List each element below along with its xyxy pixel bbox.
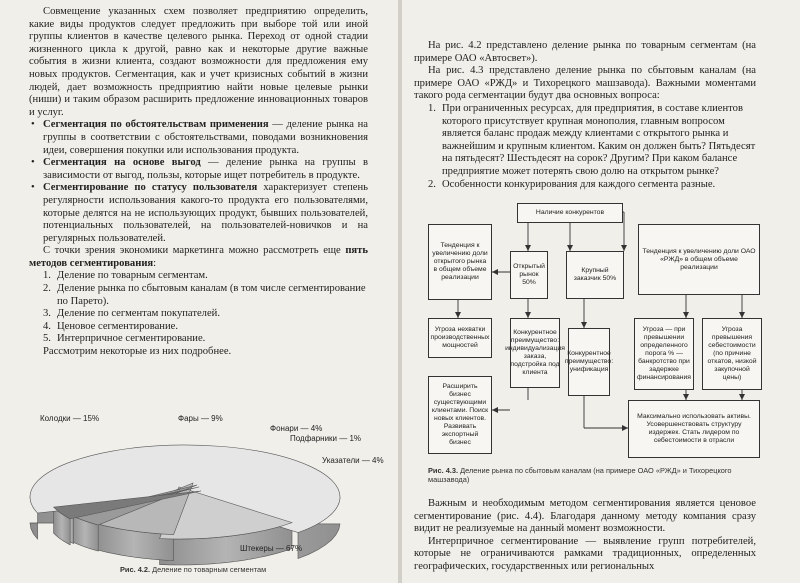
methods-intro	[29, 245, 368, 270]
pie-slice-label: Указатели — 4%	[322, 456, 384, 465]
pie-chart	[0, 393, 398, 583]
question-item	[414, 179, 756, 192]
caption-text: Деление рынка по сбытовым каналам (на примере ОАО «РЖД» и Тихорецкого машзавода)	[428, 466, 732, 484]
caption-label: Рис. 4.2.	[120, 565, 151, 574]
questions-list	[414, 103, 756, 191]
para-fig42: На рис. 4.2 представлено деление рынка по товарным сегментам (на примере ОАО «Автосвет»).	[414, 40, 756, 64]
bullet-item	[29, 119, 368, 157]
caption-text: Деление по товарным сегментам	[152, 565, 267, 574]
methods-bold: пять методов сегментирования	[29, 245, 368, 269]
box-threat-capacity: Угроза нехватки производственных мощностей	[428, 318, 492, 358]
segmentation-bullets	[29, 119, 368, 245]
box-threat-bankruptcy: Угроза — при превышении определенного порога % — банкротство при задержке финансирования	[634, 318, 694, 390]
right-page-bottom-text	[414, 498, 756, 574]
methods-colon: :	[153, 257, 157, 269]
right-page-text	[414, 40, 756, 191]
bullet-term: Сегментация на основе выгод	[43, 157, 201, 169]
box-competitors: Наличие конкурентов	[517, 203, 623, 223]
right-page	[402, 0, 800, 583]
bullet-dot: •	[31, 182, 35, 194]
method-text: Ценовое сегментирование.	[57, 320, 178, 332]
method-item	[29, 321, 368, 334]
figure-4-3-caption	[428, 466, 768, 484]
bullet-text: — деление рынка на группы в зависимости от выгод, пользы, которые ищет потребитель в продукте.	[43, 157, 368, 181]
bullet-dot: •	[31, 157, 35, 169]
method-item	[29, 333, 368, 346]
box-trend-open-market: Тенденция к увеличению доли открытого рынка в общем объеме реализации	[428, 224, 492, 300]
pie-slice-label: Колодки — 15%	[40, 414, 100, 423]
method-num: 3.	[43, 308, 51, 320]
box-big-customer: Крупный заказчик 50%	[566, 251, 624, 299]
question-num: 1.	[428, 102, 436, 114]
para-fig43: На рис. 4.3 представлено деление рынка по сбытовым каналам (на примере ОАО «РЖД» и Тихорецкого машзавода). Важными моментами такого рода сегментации будут два основных вопроса:	[414, 65, 756, 102]
question-item	[414, 103, 756, 179]
para-price-segmentation: Важным и необходимым методом сегментирования является ценовое сегментирование (рис. 4.4). Благодаря данному методу компания сразу видит не реализуемые на данный момент возможности.	[414, 498, 756, 535]
method-num: 2.	[43, 283, 51, 295]
pie-slice-label: Фары — 9%	[178, 414, 223, 423]
methods-intro-text: С точки зрения экономики маркетинга можно рассмотреть еще	[43, 245, 341, 257]
method-text: Деление по товарным сегментам.	[57, 270, 208, 282]
box-trend-rzd: Тенденция к увеличению доли ОАО «РЖД» в общем объеме реализации	[638, 224, 760, 295]
left-page-text	[29, 6, 368, 359]
figure-4-2-caption	[120, 565, 266, 574]
bullet-item	[29, 157, 368, 182]
question-text: Особенности конкурирования для каждого сегмента разные.	[442, 178, 716, 190]
para-intermarket: Интерпричное сегментирование — выявление групп потребителей, которые не ограничиваются рамками традиционных, определенных географических, государственных или региональных	[414, 535, 756, 572]
pie-slice-label: Штекеры — 67%	[240, 544, 303, 553]
box-threat-cost: Угроза превышения себестоимости (по причине откатов, низкой закупочной цены)	[702, 318, 762, 390]
method-item	[29, 308, 368, 321]
box-expand-business: Расширить бизнес существующими клиентами. Поиск новых клиентов. Развивать экспортный бизнес	[428, 376, 492, 454]
question-num: 2.	[428, 178, 436, 190]
sales-channel-diagram	[402, 200, 800, 462]
bullet-dot: •	[31, 119, 35, 131]
method-item	[29, 283, 368, 308]
box-maximize-assets: Максимально использовать активы. Усовершенствовать структуру издержек. Стать лидером по себестоимости в отрасли	[628, 400, 760, 458]
consider-line: Рассмотрим некоторые из них подробнее.	[43, 346, 232, 358]
bullet-text: характеризует степень регулярности использования какого-то продукта его пользователями, которые делятся на не использующих продукт, бывших пользователей, потенциальных пользователей, на пользователей-новичков и на регулярных пользователей.	[43, 182, 368, 244]
bullet-term: Сегментирование по статусу пользователя	[43, 182, 258, 194]
method-text: Интерпричное сегментирование.	[57, 333, 206, 345]
method-num: 1.	[43, 270, 51, 282]
question-text: При ограниченных ресурсах, для предприятия, в составе клиентов которого присутствует крупная монополия, главным вопросом является баланс продаж между клиентами с открытого рынка и важнейшим и крупным клиентом. Каким он должен быть? Пятьдесят на пятьдесят? Шестьдесят на сорок? Другим? При каком балансе предприятие может потерять свою долю на открытом рынке?	[442, 102, 756, 177]
pie-slice-label: Фонари — 4%	[270, 424, 323, 433]
box-open-market: Открытый рынок 50%	[510, 251, 548, 299]
left-page	[0, 0, 398, 583]
pie-slice-label: Подфарники — 1%	[290, 434, 362, 443]
method-num: 5.	[43, 333, 51, 345]
bullet-item	[29, 182, 368, 245]
intro-paragraph: Совмещение указанных схем позволяет предприятию определить, какие виды продуктов следует предложить при выборе той или иной группы клиентов в качестве целевого рынка. Переход от одной стадии жизненного цикла к другой, равно как и некоторые другие важные события в жизни клиента, создают возможности для предложения ему новых продуктов. Сегментация, как и учет кризисных событий в жизни людей, дает возможность предприятию найти новые целевые рынки (ниши) и таким образом расширить предложение инновационных товаров и услуг.	[29, 6, 368, 118]
method-num: 4.	[43, 320, 51, 332]
methods-list	[29, 270, 368, 346]
method-text: Деление по сегментам покупателей.	[57, 308, 220, 320]
caption-label: Рис. 4.3.	[428, 466, 459, 475]
bullet-term: Сегментация по обстоятельствам применения	[43, 119, 269, 131]
bullet-text: — деление рынка на группы в соответствии с обстоятельствами, поводами возникновения идеи, совершения покупки или использования продукта.	[43, 119, 368, 156]
box-advantage-individual: Конкурентное преимущество: индивидуализация заказа, подстройка под клиента	[510, 318, 560, 388]
method-text: Деление рынка по сбытовым каналам (в том числе сегментирование по Парето).	[57, 283, 366, 307]
box-advantage-unification: Конкурентное преимущество: унификация	[568, 328, 610, 396]
method-item	[29, 270, 368, 283]
